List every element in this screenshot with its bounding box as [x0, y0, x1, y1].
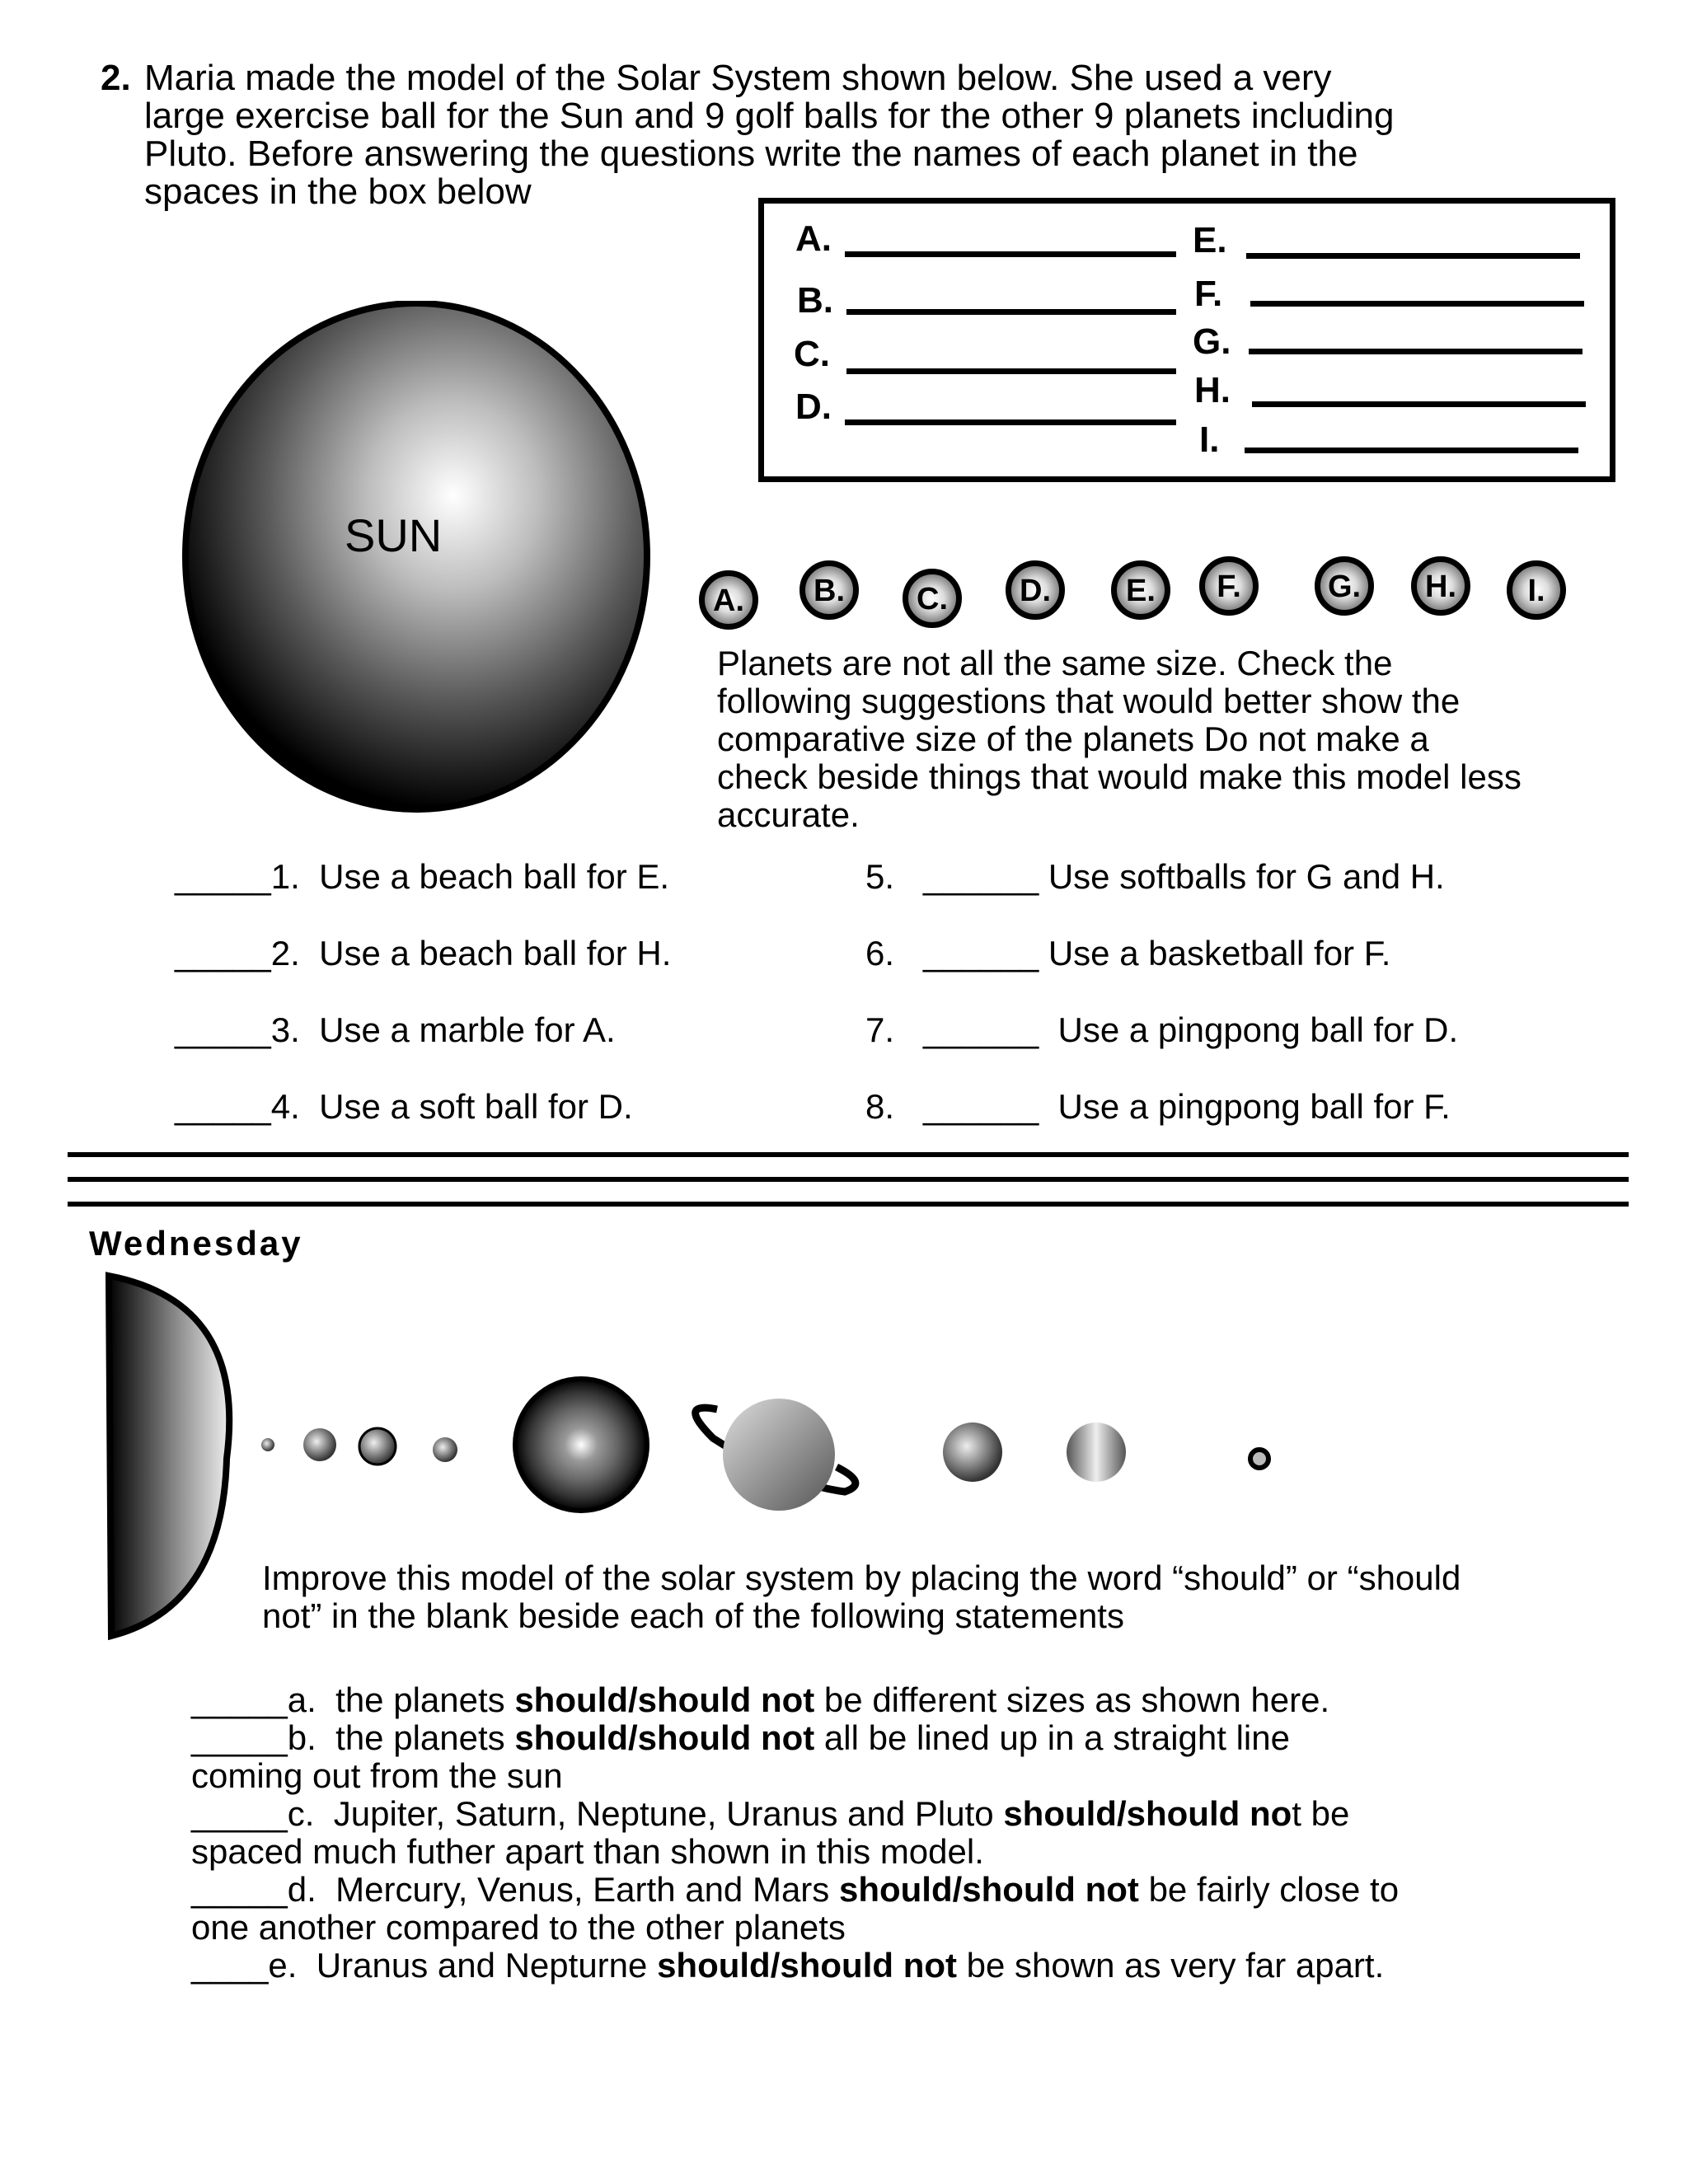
mars-model — [433, 1437, 457, 1462]
venus-model — [303, 1428, 336, 1461]
golf-ball-a: A. — [699, 570, 758, 630]
planet-names-box — [758, 198, 1615, 482]
improve-instructions: Improve this model of the solar system by placing the word “should” or “should not” in the blank beside each of the following statements — [262, 1558, 1461, 1635]
check-item-6[interactable]: 6. ______ Use a basketball for F. — [865, 934, 1391, 972]
answer-label-e: E. — [1193, 220, 1227, 260]
sun-label: SUN — [345, 509, 443, 561]
question-2-text: 2. Maria made the model of the Solar System shown below. She used a very large exercise ball for the Sun and 9 golf balls for the other 9 planets including Pluto. Before answering the questions write the names of each planet in the spaces in the box below — [101, 58, 1395, 212]
pluto-model — [1250, 1450, 1268, 1468]
golf-ball-g: G. — [1315, 556, 1374, 616]
statement-a[interactable]: _____a. the planets should/should not be different sizes as shown here. — [191, 1680, 1330, 1719]
answer-line-b[interactable] — [846, 309, 1176, 315]
statement-e[interactable]: ____e. Uranus and Nepturne should/should not be shown as very far apart. — [191, 1946, 1385, 1985]
divider-line — [68, 1177, 1629, 1182]
answer-label-c: C. — [794, 334, 830, 374]
saturn-model — [723, 1399, 835, 1511]
golf-ball-b: B. — [799, 560, 859, 620]
check-item-4[interactable]: _____4. Use a soft ball for D. — [175, 1087, 633, 1126]
statement-c[interactable]: _____c. Jupiter, Saturn, Neptune, Uranus and Pluto should/should not be — [191, 1794, 1350, 1833]
answer-line-h[interactable] — [1252, 401, 1586, 407]
answer-line-a[interactable] — [845, 251, 1176, 257]
golf-ball-f: F. — [1199, 556, 1259, 616]
statement-d-continued: one another compared to the other planets — [191, 1908, 846, 1947]
check-item-5[interactable]: 5. ______ Use softballs for G and H. — [865, 857, 1445, 896]
check-item-2[interactable]: _____2. Use a beach ball for H. — [175, 934, 672, 972]
answer-label-i: I. — [1199, 419, 1220, 460]
check-item-1[interactable]: _____1. Use a beach ball for E. — [175, 857, 670, 896]
size-instructions: Planets are not all the same size. Check the following suggestions that would better show the comparative size of the planets Do not make a check beside things that would make this model less accurate. — [717, 644, 1522, 834]
golf-ball-d: D. — [1006, 560, 1065, 620]
answer-label-g: G. — [1193, 321, 1231, 362]
divider-line — [68, 1202, 1629, 1207]
answer-line-f[interactable] — [1250, 301, 1584, 307]
golf-ball-h: H. — [1411, 556, 1470, 616]
question-number: 2. — [101, 58, 131, 98]
statement-d[interactable]: _____d. Mercury, Venus, Earth and Mars should/should not be fairly close to — [191, 1870, 1400, 1909]
answer-line-e[interactable] — [1246, 253, 1580, 259]
check-item-3[interactable]: _____3. Use a marble for A. — [175, 1010, 616, 1049]
answer-label-d: D. — [795, 387, 832, 427]
mercury-model — [261, 1438, 274, 1451]
golf-ball-e: E. — [1111, 560, 1170, 620]
jupiter-model — [515, 1379, 647, 1511]
divider-line — [68, 1152, 1629, 1157]
golf-ball-i: I. — [1507, 560, 1566, 620]
answer-label-a: A. — [795, 218, 832, 259]
uranus-model — [943, 1422, 1002, 1482]
statement-b-continued: coming out from the sun — [191, 1756, 563, 1795]
answer-label-b: B. — [797, 280, 833, 321]
answer-label-f: F. — [1194, 274, 1223, 314]
golf-ball-c: C. — [903, 569, 962, 628]
day-heading: Wednesday — [89, 1224, 303, 1263]
check-item-7[interactable]: 7. ______ Use a pingpong ball for D. — [865, 1010, 1459, 1049]
statement-b[interactable]: _____b. the planets should/should not all be lined up in a straight line — [191, 1718, 1290, 1757]
answer-line-c[interactable] — [846, 368, 1176, 374]
answer-line-d[interactable] — [845, 419, 1176, 425]
answer-label-h: H. — [1194, 370, 1231, 410]
statement-c-continued: spaced much futher apart than shown in this model. — [191, 1832, 984, 1871]
answer-line-i[interactable] — [1245, 448, 1578, 453]
check-item-8[interactable]: 8. ______ Use a pingpong ball for F. — [865, 1087, 1451, 1126]
answer-line-g[interactable] — [1249, 349, 1582, 354]
neptune-model — [1067, 1422, 1126, 1482]
earth-model — [359, 1428, 396, 1465]
